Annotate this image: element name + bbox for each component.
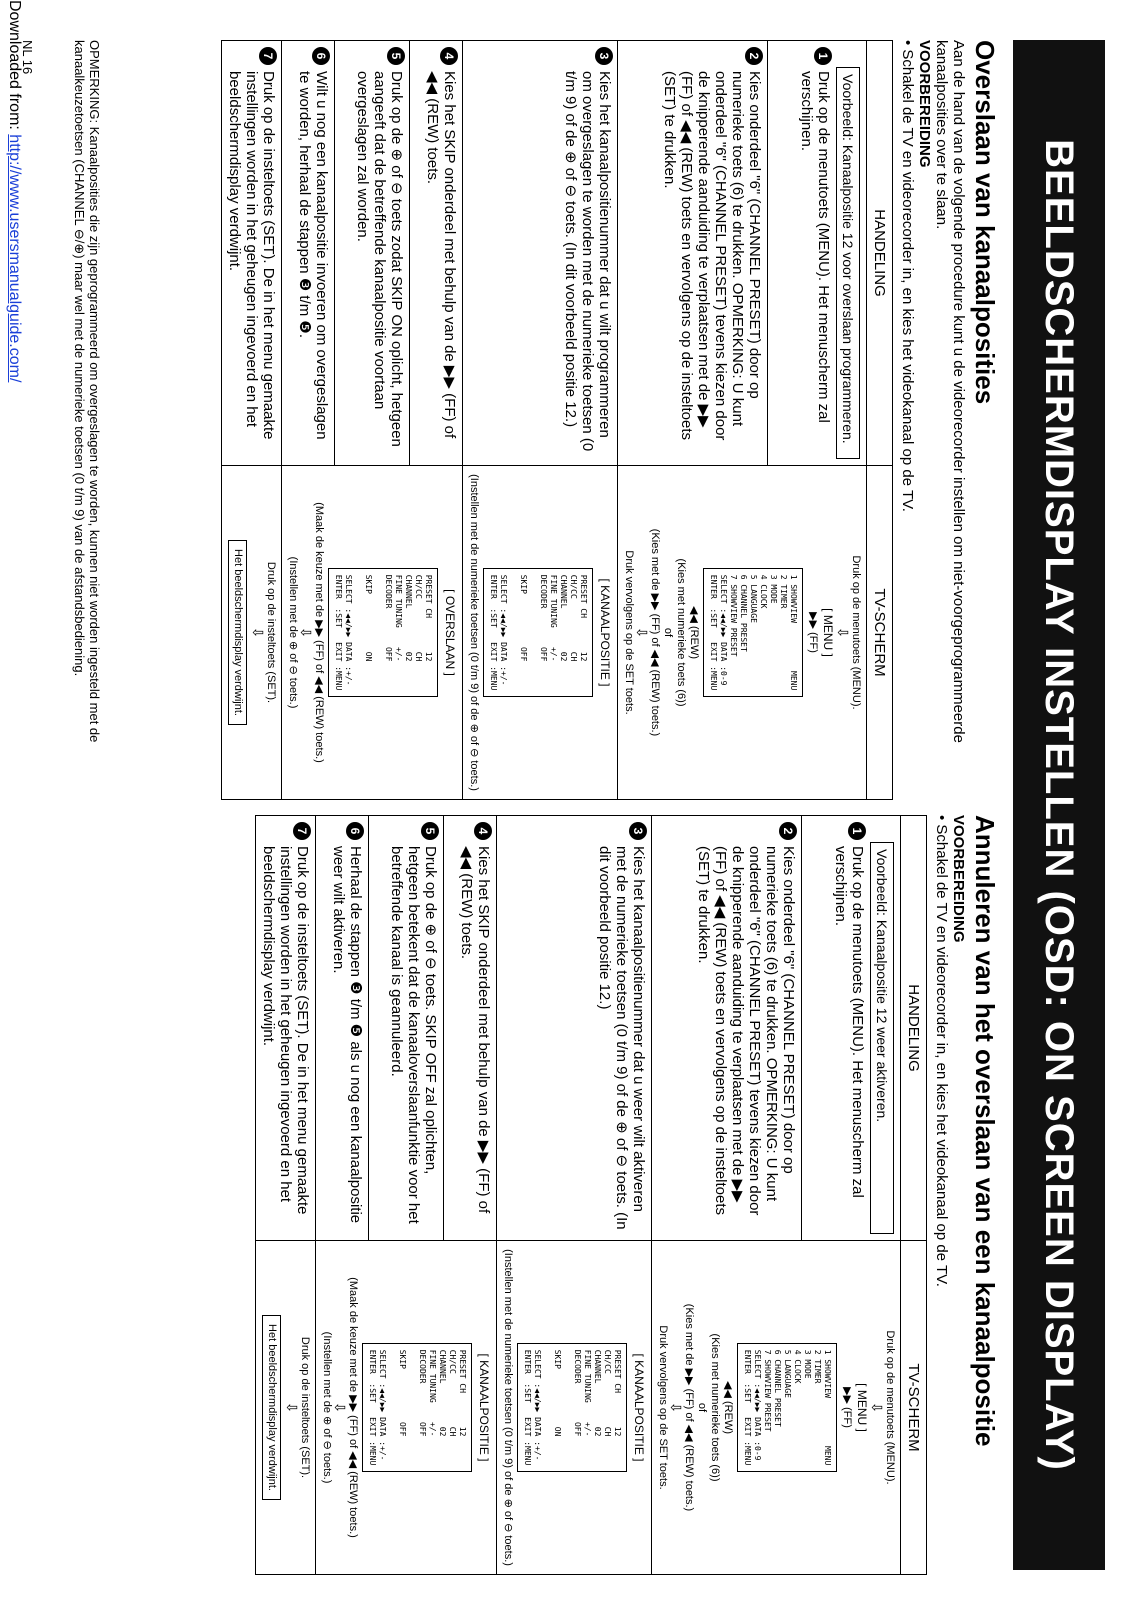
prep-item: • Schakel de TV en videorecorder in, en kies het videokanaal op de TV.: [899, 40, 916, 512]
step-1-cell: [802, 816, 901, 1241]
tv-instruction: Druk vervolgens op de SET toets.: [657, 1325, 669, 1490]
screen-title: [ KANAALPOSITIE ]: [632, 1353, 646, 1462]
screen-title: [ KANAALPOSITIE ]: [598, 578, 612, 687]
tv-cell-exit: [222, 466, 282, 800]
step-6-cell: [316, 816, 369, 1241]
arrow-down-icon: ⇩: [835, 626, 851, 639]
step-number-2: 2: [779, 822, 797, 840]
tv-instruction: Druk op de menutoets (MENU).: [850, 555, 862, 710]
arrow-down-icon: ⇩: [332, 1401, 348, 1414]
osd-skip-screen: PRESET CH 12 CH/CC CH CHANNEL 02 FINE TUNING +/- DECODER OFF SKIP ON SELECT :◀◀/▶▶ DATA :+/- ENTER :SET EXIT :MENU: [328, 568, 438, 698]
col-handeling: HANDELING: [867, 41, 893, 466]
tv-instruction: (Instellen met de ⊕ of ⊖ toets.): [321, 1331, 333, 1484]
section-title: Annuleren van het overslaan van een kanaalpositie: [970, 815, 1000, 1447]
screen-title: [ MENU ]: [855, 1383, 869, 1432]
step-3-text: Kies het kanaalpositienummer dat u weer wilt aktiveren met de numerieke toetsen (0 t/m 9) of de ⊕ of ⊖ toets. (In dit voorbeeld positie 12.): [596, 846, 647, 1230]
tv-instruction: Druk op de insteltoets (SET).: [299, 1336, 311, 1479]
arrow-down-icon: ⇩: [284, 1401, 300, 1414]
step-4-cell: [409, 41, 462, 466]
step-number-3: 3: [629, 822, 647, 840]
prep-label: VOORBEREIDING: [916, 40, 933, 168]
col-tv-scherm: TV-SCHERM: [901, 1241, 927, 1575]
step-5-text: Druk op de ⊕ of ⊖ toets zodat SKIP ON oplicht, hetgeen aangeeft dat de betreffende kanaalpositie voortaan overgeslagen zal worden.: [353, 71, 405, 447]
arrow-down-icon: ⇩: [634, 626, 650, 639]
osd-skip-screen: PRESET CH 12 CH/CC CH CHANNEL 02 FINE TUNING +/- DECODER OFF SKIP OFF SELECT :◀◀/▶▶ DATA :+/- ENTER :SET EXIT :MENU: [362, 1343, 472, 1473]
arrow-down-icon: ⇩: [869, 1401, 885, 1414]
step-5-cell: [369, 816, 443, 1241]
step-number-1: 1: [848, 822, 866, 840]
screen-title: [ OVERSLAAN ]: [443, 589, 457, 676]
step-6-cell: [282, 41, 335, 466]
step-5-text: Druk op de ⊕ of ⊖ toets. SKIP OFF zal oplichten, hetgeen betekent dat de kanaaloverslaanfunktie voor het betreffende kanaal is geannuleerd.: [387, 846, 439, 1224]
tv-instruction: (Instellen met de ⊕ of ⊖ toets.): [287, 556, 299, 709]
step-1-text: Druk op de menutoets (MENU). Het menuscherm zal verschijnen.: [832, 846, 866, 1198]
step-6-text: Herhaal de stappen ❸ t/m ❺ als u nog een kanaalpositie weer wilt aktiveren.: [330, 846, 365, 1224]
message-box: Het beeldschermdisplay verdwijnt.: [262, 1315, 281, 1500]
prep-item: • Schakel de TV en videorecorder in, en kies het videokanaal op de TV.: [933, 815, 950, 1287]
step-2-text: Kies onderdeel "6" (CHANNEL PRESET) door op numerieke toets (6) te drukken. OPMERKING: U kunt onderdeel "6" (CHANNEL PRESET) tevens kiezen door de knipperende aanduiding te verplaatsen met de ▶▶ (FF) of ◀◀ (REW) toets en vervolgens op de insteltoets (SET) te drukken.: [695, 846, 798, 1216]
col-tv-scherm: TV-SCHERM: [867, 466, 893, 800]
tv-cell-kanaalpositie: [497, 1241, 652, 1575]
osd-menu-screen: 1 SHOWVIEW MENU 2 TIMER 3 MODE 4 CLOCK 5 LANGUAGE 6 CHANNEL PRESET 7 SHOWVIEW PRESET SELECT :◀◀/▶▶ DATA :0-9 ENTER :SET EXIT :MENU: [737, 1343, 837, 1473]
step-number-2: 2: [745, 47, 763, 65]
arrow-down-icon: ⇩: [668, 1401, 684, 1414]
step-number-6: 6: [346, 822, 364, 840]
step-number-7: 7: [259, 47, 277, 65]
tv-instruction: (Kies met de ▶▶ (FF) of ◀◀ (REW) toets.): [683, 1303, 695, 1512]
tv-cell-overslaan: [282, 466, 463, 800]
ff-label: ▶▶ (FF): [841, 1387, 853, 1428]
osd-preset-screen: PRESET CH 12 CH/CC CH CHANNEL 02 FINE TUNING +/- DECODER OFF SKIP ON SELECT :◀◀/▶▶ DATA :+/- ENTER :SET EXIT :MENU: [517, 1343, 627, 1473]
tv-cell-kanaalpositie: [463, 466, 618, 800]
tv-cell-menu: [618, 466, 867, 800]
page-number: NL 16: [20, 40, 35, 75]
tv-instruction: (Maak de keuze met de ▶▶ (FF) of ◀◀ (REW) toets.): [313, 502, 325, 763]
tv-instruction: Druk op de menutoets (MENU).: [884, 1330, 896, 1485]
tv-or: of: [662, 627, 674, 638]
step-4-text: Kies het SKIP onderdeel met behulp van de ▶▶ (FF) of ◀◀ (REW) toets.: [424, 71, 458, 439]
step-4-cell: [443, 816, 496, 1241]
step-3-cell: [497, 816, 652, 1241]
steps-table: [221, 40, 893, 800]
step-1-cell: [768, 41, 867, 466]
osd-preset-screen: PRESET CH 12 CH/CC CH CHANNEL 02 FINE TUNING +/- DECODER OFF SKIP OFF SELECT :◀◀/▶▶ DATA :+/- ENTER :SET EXIT :MENU: [483, 568, 593, 698]
footer-prefix: Downloaded from:: [6, 0, 23, 135]
step-number-4: 4: [440, 47, 458, 65]
screen-title: [ KANAALPOSITIE ]: [477, 1353, 491, 1462]
rew-label: ◀◀ (REW): [688, 606, 700, 659]
steps-table: [255, 815, 927, 1575]
step-7-cell: [256, 816, 316, 1241]
download-footer: [5, 0, 23, 382]
tv-instruction: (Maak de keuze met de ▶▶ (FF) of ◀◀ (REW) toets.): [347, 1277, 359, 1538]
message-box: Het beeldschermdisplay verdwijnt.: [228, 540, 247, 725]
remark-note: OPMERKING: Kanaalposities die zijn geprogrammeerd om overgeslagen te worden, kunnen niet worden ingesteld met de kanaalkeuzetoetsen (CHANNEL ⊖/⊕) maar wel met de numerieke toetsen (0 t/m 9) van de afstandsbediening.: [72, 40, 102, 743]
banner-title: BEELDSCHERMDISPLAY INSTELLEN (OSD: ON SCREEN DISPLAY): [1037, 139, 1082, 1471]
step-number-4: 4: [474, 822, 492, 840]
step-4-text: Kies het SKIP onderdeel met behulp van de ▶▶ (FF) of ◀◀ (REW) toets.: [458, 846, 492, 1214]
tv-instruction: Druk op de insteltoets (SET).: [265, 561, 277, 704]
section-intro: Aan de hand van de volgende procedure kunt u de videorecorder instellen om niet-voorgeprogrammeerde kanaalposities over te slaan.: [933, 40, 967, 743]
step-number-1: 1: [814, 47, 832, 65]
tv-cell-kanaalpositie-skip: [316, 1241, 497, 1575]
ff-label: ▶▶ (FF): [807, 612, 819, 653]
section-annuleren: [35, 815, 1000, 1575]
step-number-5: 5: [421, 822, 439, 840]
step-number-3: 3: [595, 47, 613, 65]
osd-menu-screen: 1 SHOWVIEW MENU 2 TIMER 3 MODE 4 CLOCK 5 LANGUAGE 6 CHANNEL PRESET 7 SHOWVIEW PRESET SELECT :◀◀/▶▶ DATA :0-9 ENTER :SET EXIT :MENU: [703, 568, 803, 698]
step-1-text: Druk op de menutoets (MENU). Het menuscherm zal verschijnen.: [798, 71, 832, 423]
step-7-cell: [222, 41, 282, 466]
rew-label: ◀◀ (REW): [722, 1381, 734, 1434]
section-overslaan: [35, 40, 1000, 800]
example-box: Voorbeeld: Kanaalpositie 12 voor overslaan programmeren.: [836, 67, 860, 459]
col-handeling: HANDELING: [901, 816, 927, 1241]
arrow-down-icon: ⇩: [250, 626, 266, 639]
footer-link[interactable]: http://www.usersmanualguide.com/: [6, 134, 23, 383]
step-number-5: 5: [387, 47, 405, 65]
screen-title: [ MENU ]: [821, 608, 835, 657]
step-2-cell: [618, 41, 768, 466]
section-title: Overslaan van kanaalposities: [970, 40, 1000, 405]
tv-instruction: (Instellen met de numerieke toetsen (0 t/m 9) of de ⊕ of ⊖ toets.): [468, 474, 480, 791]
step-number-6: 6: [312, 47, 330, 65]
prep-label: VOORBEREIDING: [950, 815, 967, 943]
step-6-text: Wilt u nog een kanaalpositie invoeren om overgeslagen te worden, herhaal de stappen ❸ t/m ❺.: [296, 71, 331, 440]
tv-instruction: (Kies met numerieke toets (6)): [675, 558, 687, 707]
step-3-text: Kies het kanaalpositienummer dat u wilt programmeren om overgeslagen te worden met de numerieke toetsen (0 t/m 9) of de ⊕ of ⊖ toets. (In dit voorbeeld positie 12.): [562, 71, 613, 452]
page-banner: [1013, 40, 1105, 1570]
tv-instruction: (Kies met numerieke toets (6)): [709, 1333, 721, 1482]
tv-instruction: Druk vervolgens op de SET toets.: [623, 550, 635, 715]
step-7-text: Druk op de insteltoets (SET). De in het menu gemaakte instellingen worden in het geheugen ingevoerd en het beeldschermdisplay verdwijnt.: [226, 71, 277, 440]
tv-or: of: [696, 1402, 708, 1413]
step-7-text: Druk op de insteltoets (SET). De in het menu gemaakte instellingen worden in het geheugen ingevoerd en het beeldschermdisplay verdwijnt.: [260, 846, 311, 1215]
tv-cell-exit: [256, 1241, 316, 1575]
step-2-text: Kies onderdeel "6" (CHANNEL PRESET) door op numerieke toets (6) te drukken. OPMERKING: U kunt onderdeel "6" (CHANNEL PRESET) tevens kiezen door de knipperende aanduiding te verplaatsen met de ▶▶ (FF) of ◀◀ (REW) toets en vervolgens op de insteltoets (SET) te drukken.: [661, 71, 764, 441]
tv-instruction: (Instellen met de numerieke toetsen (0 t/m 9) of de ⊕ of ⊖ toets.): [502, 1249, 514, 1566]
tv-instruction: (Kies met de ▶▶ (FF) of ◀◀ (REW) toets.): [649, 528, 661, 737]
step-2-cell: [652, 816, 802, 1241]
arrow-down-icon: ⇩: [298, 626, 314, 639]
example-box: Voorbeeld: Kanaalpositie 12 weer aktiveren.: [870, 842, 894, 1234]
step-3-cell: [463, 41, 618, 466]
step-5-cell: [335, 41, 409, 466]
tv-cell-menu: [652, 1241, 901, 1575]
step-number-7: 7: [293, 822, 311, 840]
